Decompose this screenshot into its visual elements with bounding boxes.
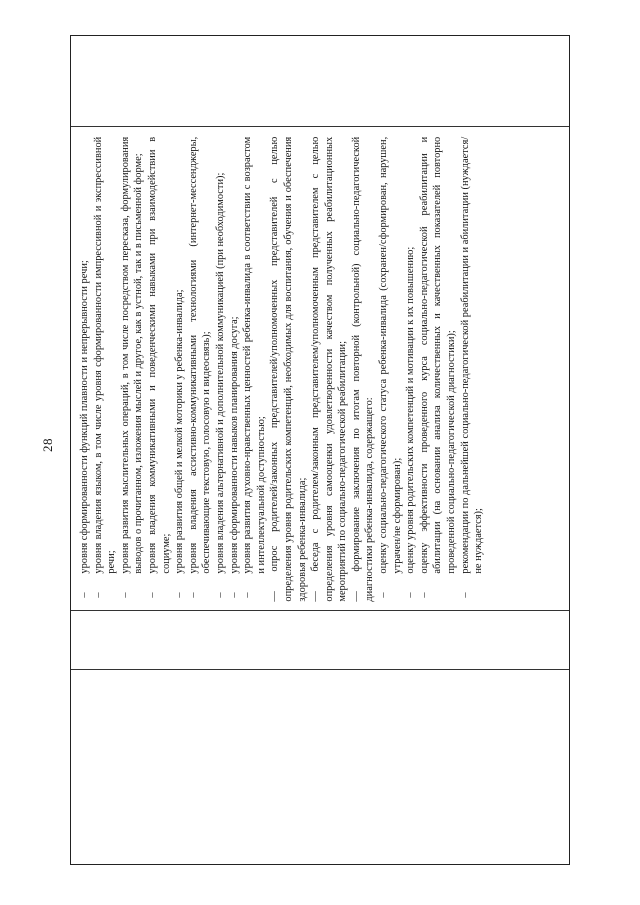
list-marker: – [378,592,390,598]
list-item [187,137,214,602]
paragraph-dash: — [350,591,362,602]
list-marker: – [174,592,186,598]
list-marker: – [405,592,417,598]
list-item [241,137,268,602]
list-marker: – [459,592,471,598]
table [70,35,570,865]
paragraph [309,137,350,602]
list-marker: – [187,592,199,598]
table-column-1 [71,669,569,864]
list-item [92,137,119,602]
list-item-text: уровня владения коммуникативными и поведенческими навыками при взаимодействии в социуме; [146,136,172,574]
paragraph-text: беседа с родителем/законным представителем/уполномоченным представителем с целью определения уровня самооценки удовлетворенности качеством полученных реабилитационных мероприятий по социально-педагогической реабилитации; [310,136,349,602]
list-item-text: оценку эффективности проведенного курса социально-педагогической реабилитации и абилитации (на основании анализа количественных и качественных показателей повторно проведенной социально-педагогической диагностики); [418,136,458,574]
paragraph [268,137,309,602]
table-column-2 [71,610,569,670]
list-item [459,137,486,602]
list-item-text: уровня сформированности навыков планирования досуга; [228,316,240,574]
paragraph [350,137,377,602]
list-marker: – [92,592,104,598]
list-marker: – [228,592,240,598]
list-item [146,137,173,602]
list-marker: – [146,592,158,598]
list-item-text: уровня владения ассистивно-коммуникативными технологиями (интернет-мессенджеры, обеспечивающие текстовую, голосовую и видеосвязь); [187,136,213,574]
list-item [119,137,146,602]
list-marker: – [242,592,254,598]
list-marker: – [214,592,226,598]
list-item-text: уровня сформированности функций плавности и непрерывности речи; [79,260,90,574]
list-item [404,137,418,602]
list-item [228,137,242,602]
list-item [418,137,459,602]
list-item-text: уровня развития духовно-нравственных ценностей ребенка-инвалида в соответствии с возрастом и интеллектуальной доступностью; [242,136,267,574]
list-item [78,137,92,602]
list-item-text: оценку уровня родительских компетенций и мотивации к их повышению; [405,246,417,574]
list-marker: – [418,592,430,598]
list-item-text: оценку социально-педагогического статуса ребенка-инвалида (сохранен/сформирован, нарушен, утрачен/не сформирован); [378,136,403,574]
paragraph-text: формирование заключения по итогам повторной (контрольной) социально-педагогической диагностики ребенка-инвалида, содержащего: [350,136,376,602]
paragraph-dash: — [310,591,322,602]
paragraph-text: опрос родителей/законных представителей/уполномоченных представителей с целью определения уровня родительских компетенций, необходимых для воспитания, обучения и обеспечения здоровья ребенка-инвалида; [269,136,308,602]
page-number: 28 [40,438,55,452]
list-item-text: рекомендации по дальнейшей социально-педагогической реабилитации и абилитации (нуждается/не нуждается); [459,136,485,574]
list-item-text: уровня владения альтернативной и дополнительной коммуникацией (при необходимости); [214,172,226,574]
list-item-text: уровня развития общей и мелкой моторики у ребенка-инвалида; [174,289,186,574]
table-column-3 [71,126,569,610]
paragraph-dash: — [269,591,281,602]
list-item [377,137,404,602]
list-item-text: уровня развития мыслительных операций, в том числе посредством пересказа, формулирования выводов о прочитанном, изложения мыслей и другое, как в устной, так и в письменной форме; [119,136,145,574]
table-cell-content [78,137,486,602]
list-item-text: уровня владения языком, в том числе уровня сформированности импрессивной и экспрессивной речи; [92,136,118,574]
list-marker: – [119,592,131,598]
list-item [173,137,187,602]
list-marker: – [79,592,90,598]
table-column-4 [71,36,569,126]
list-item [214,137,228,602]
